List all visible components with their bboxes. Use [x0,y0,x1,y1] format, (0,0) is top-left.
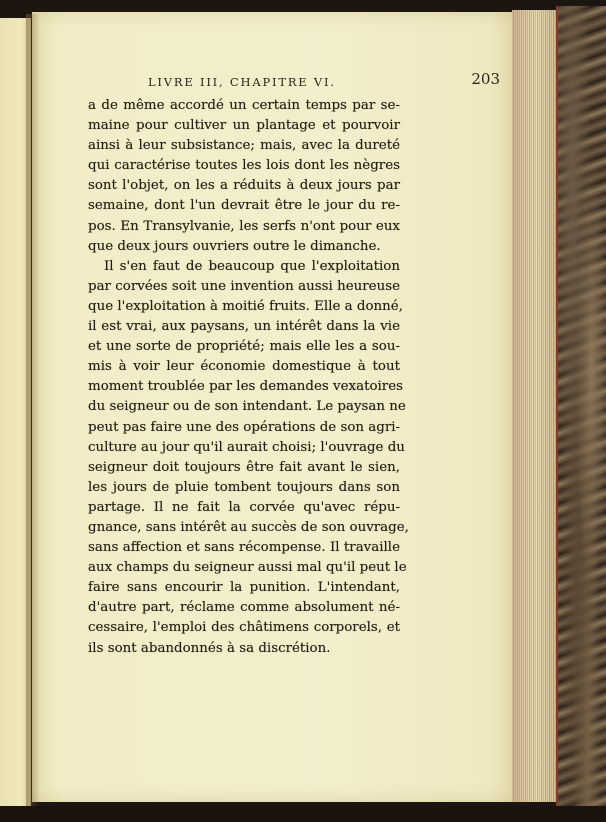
text-line: mis à voir leur économie domestique à tout [88,359,400,375]
page-number: 203 [471,70,500,88]
text-line: peut pas faire une des opérations de son agri- [88,419,401,435]
paragraph-2 [88,257,409,659]
text-line: et une sorte de propriété; mais elle les a sou- [88,339,400,355]
text-line: les jours de pluie tombent toujours dans son [88,479,400,495]
text-line: par corvées soit une invention aussi heureuse [88,278,400,294]
text-line: faire sans encourir la punition. L'intendant, [88,580,400,596]
text-line: aux champs du seigneur aussi mal qu'il peut le [88,560,407,576]
text-line: maine pour cultiver un plantage et pourvoir [88,118,400,134]
text-line: seigneur doit toujours être fait avant le sien, [88,459,400,475]
text-line: qui caractérise toutes les lois dont les nègres [88,158,400,174]
text-line: ainsi à leur subsistance; mais, avec la dureté [88,138,400,154]
marbled-cover [558,6,606,812]
body-text [88,96,409,659]
text-line: que l'exploitation à moitié fruits. Elle a donné, [88,298,403,314]
paragraph-1 [88,96,400,257]
text-line: a de même accordé un certain temps par se- [88,98,400,113]
text-line: que deux jours ouvriers outre le dimanche. [88,238,381,254]
text-line: d'autre part, réclame comme absolument né- [88,600,400,616]
page-gutter [26,14,40,810]
text-line: semaine, dont l'un devrait être le jour du re- [88,198,400,214]
bottom-shadow [0,806,606,822]
text-line: pos. En Transylvanie, les serfs n'ont pour eux [88,218,400,234]
text-line: Il s'en faut de beaucoup que l'exploitation [104,258,400,274]
text-line: ils sont abandonnés à sa discrétion. [88,640,331,656]
running-head: LIVRE III, CHAPITRE VI. [148,75,336,89]
page-edges-shade [512,10,560,802]
page-header [88,70,508,94]
text-line: sont l'objet, on les a réduits à deux jours par [88,178,400,194]
text-line: culture au jour qu'il aurait choisi; l'ouvrage du [88,439,405,455]
text-line: gnance, sans intérêt au succès de son ouvrage, [88,519,409,535]
text-line: partage. Il ne fait la corvée qu'avec répu- [88,499,400,515]
text-line: il est vrai, aux paysans, un intérêt dans la vie [88,319,400,335]
text-line: cessaire, l'emploi des châtimens corporels, et [88,620,400,636]
text-line: du seigneur ou de son intendant. Le paysan ne [88,399,406,415]
text-line: sans affection et sans récompense. Il travaille [88,540,400,556]
text-line: moment troublée par les demandes vexatoires [88,379,403,395]
